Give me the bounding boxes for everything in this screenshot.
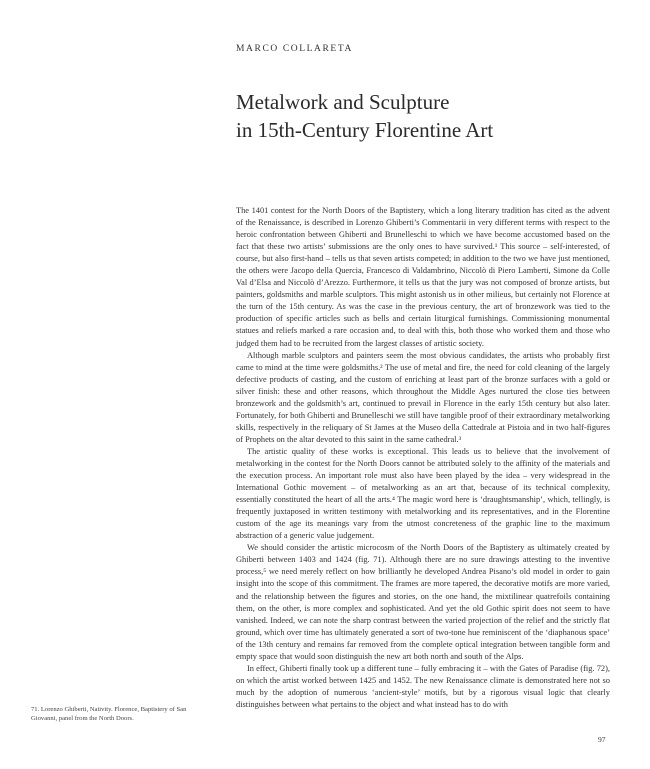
paragraph-3: The artistic quality of these works is exceptional. This leads us to believe that the involvement of metalworking in the contest for the North Doors cannot be attributed solely to the affinity of the materials and the execution process. An important role must also have been played by the idea – very widespread in the International Gothic movement – of metalworking as an art that, because of its technical complexity, essentially constituted the heart of all the arts.⁴ The magic word here is ‘draughtsmanship’, which, tellingly, is frequently juxtaposed in written testimony with metalworking and its representatives, and in the Florentine custom of the age its meanings vary from the utmost concreteness of the graphic line to the maximum abstraction of a generic value judgement. [236, 446, 610, 541]
paragraph-4: We should consider the artistic microcosm of the North Doors of the Baptistery as ultimately created by Ghiberti between 1403 and 1424 (fig. 71). Although there are no sure drawings attesting to the inventive process,⁵ we need merely reflect on how brilliantly he developed Andrea Pisano’s old model in order to gain insight into the scope of this commitment. The frames are more tapered, the decorative motifs are more varied, and the relationship between the figures and stories, on the one hand, the mixtilinear quatrefoils containing them, on the other, is more complex and sophisticated. And yet the old Gothic spirit does not seem to have vanished. Indeed, we can note the sharp contrast between the varied projection of the relief and the strictly flat ground, which over time has ultimately generated a sort of two-tone hue reminiscent of the ‘diaphanous space’ of the 13th century and remains far removed from the complete optical integration between tangible form and empty space that would soon distinguish the new art both north and south of the Alps. [236, 543, 610, 661]
article-title [236, 88, 493, 144]
body-text [236, 205, 610, 711]
paragraph-1: The 1401 contest for the North Doors of the Baptistery, which a long literary tradition has cited as the advent of the Renaissance, is described in Lorenzo Ghiberti’s Commentarii in very different terms with respect to the heroic confrontation between Ghiberti and Brunelleschi to which we have become accustomed based on the fact that these two artists’ submissions are the only ones to have survived.¹ This source – self-interested, of course, but also first-hand – tells us that seven artists competed; in addition to the two we have just mentioned, the others were Jacopo della Quercia, Francesco di Valdambrino, Niccolò di Piero Lamberti, Simone da Colle Val d’Elsa and Niccolò d’Arezzo. Furthermore, it tells us that the jury was not composed of bronze artists, but painters, goldsmiths and marble sculptors. This might astonish us in other milieus, but certainly not Florence at the turn of the 15th century. As was the case in the previous century, the art of bronzework was tied to the production of specific articles such as bells and certain liturgical furnishings. Commissioning monumental statues and reliefs marked a rare occasion and, to deal with this, both those who worked them and those who judged them had to be recruited from the largest classes of artistic society. [236, 206, 610, 348]
figure-caption: 71. Lorenzo Ghiberti, Nativity. Florence, Baptistery of San Giovanni, panel from the North Doors. [31, 706, 187, 722]
paragraph-2: Although marble sculptors and painters seem the most obvious candidates, the artists who probably first came to mind at the time were goldsmiths.² The use of metal and fire, the need for cold cleaning of the largely defective products of casting, and the custom of enriching at least part of the bronze surfaces with a gold or silver finish: these and other reasons, which throughout the Middle Ages nurtured the close ties between bronzework and the goldsmith’s art, continued to prevail in Florence in the early 15th century but also later. Fortunately, for both Ghiberti and Brunelleschi we still have tangible proof of their extraordinary metalworking skills, respectively in the reliquary of St James at the Museo della Cattedrale at Pistoia and in two half-figures of Prophets on the altar devoted to this saint in the same cathedral.³ [236, 350, 610, 444]
page-number: 97 [598, 735, 606, 744]
running-header-author: MARCO COLLARETA [236, 44, 353, 54]
title-line-1: Metalwork and Sculpture [236, 90, 450, 114]
title-line-2: in 15th-Century Florentine Art [236, 118, 494, 142]
paragraph-5: In effect, Ghiberti finally took up a different tune – fully embracing it – with the Gates of Paradise (fig. 72), on which the artist worked between 1425 and 1452. The new Renaissance climate is demonstrated here not so much by the adoption of numerous ‘ancient-style’ motifs, but by a rigorous visual logic that clearly distinguishes between what pertains to the object and what instead has to do with [236, 663, 610, 709]
